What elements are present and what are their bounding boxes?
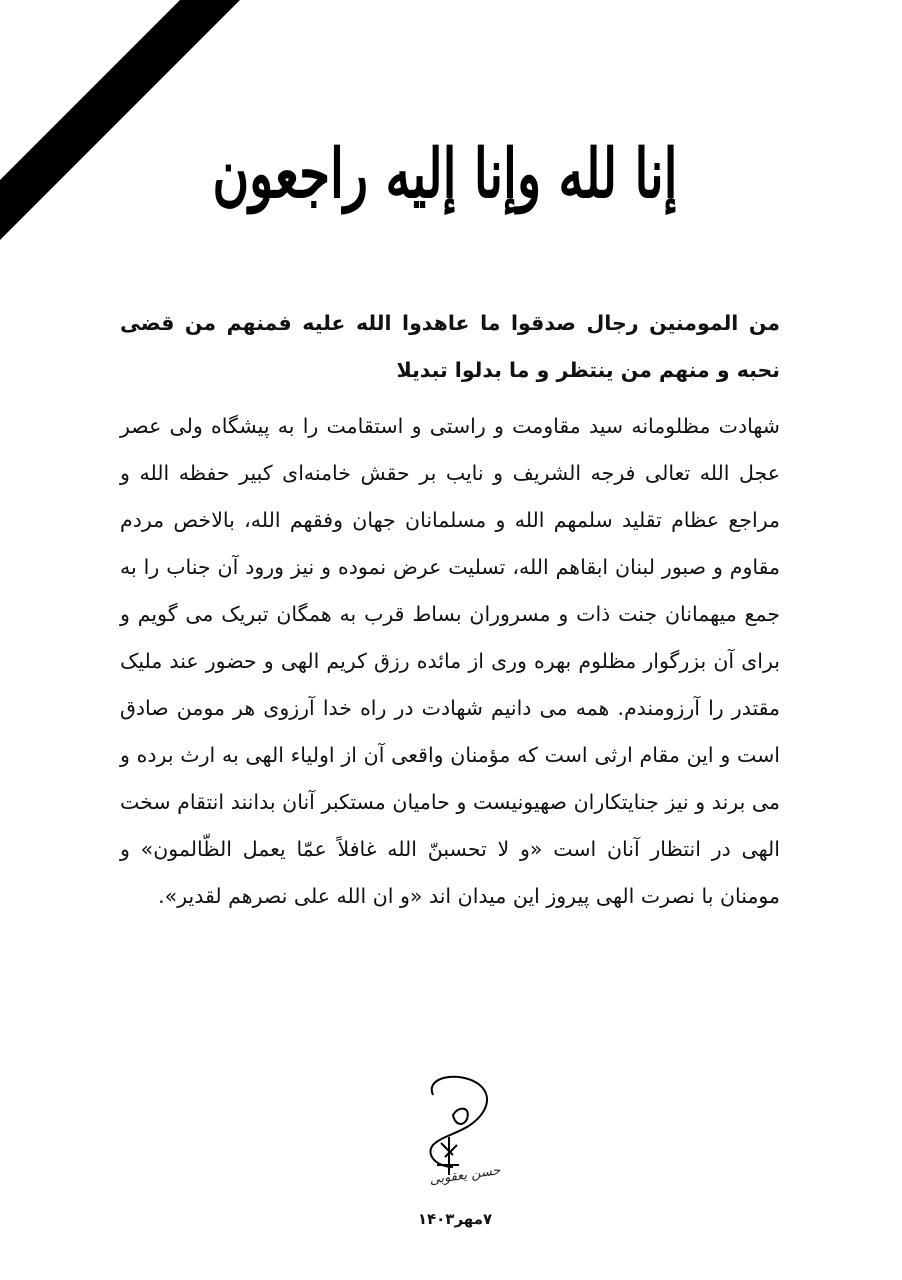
- signer-name: حسن یعقوبی: [428, 1163, 502, 1188]
- quran-verse: من المومنین رجال صدقوا ما عاهدوا الله علیه فمنهم من قضی نحبه و منهم من ینتظر و ما بدلوا تبدیلا: [120, 311, 780, 382]
- mourning-ribbon: [0, 0, 240, 240]
- date: ۷مهر۱۴۰۳: [417, 1210, 493, 1228]
- calligraphy-header: [212, 108, 678, 238]
- condolence-message: شهادت مظلومانه سید مقاومت و راستی و استقامت را به پیشگاه ولی عصر عجل الله تعالی فرجه الشریف و نایب بر حقش خامنه‌ای کبیر حفظه الله و مراجع عظام تقلید سلمهم الله و مسلمانان جهان وفقهم الله، بالاخص مردم مقاوم و صبور لبنان ابقاهم الله، تسلیت عرض نموده و نیز ورود آن جناب را به جمع میهمانان جنت ذات و مسروران بساط قرب به همگان تبریک می گویم و برای آن بزرگوار مظلوم بهره وری از مائده رزق کریم الهی و حضور عند ملیک مقتدر را آرزومندم. همه می دانیم شهادت در راه خدا آرزوی هر مومن صادق است و این مقام ارثی است که مؤمنان واقعی آن از اولیاء الهی به ارث برده و می برند و نیز جنایتکاران صهیونیست و حامیان مستکبر آنان بدانند انتقام سخت الهی در انتظار آنان است «و لا تحسبنّ الله غافلاً عمّا یعمل الظّالمون» و مومنان با نصرت الهی پیروز این میدان اند «و ان الله علی نصرهم لقدیر».: [120, 414, 780, 908]
- calligraphy-inscription: إنا لله وإنا إليه راجعون: [212, 133, 678, 213]
